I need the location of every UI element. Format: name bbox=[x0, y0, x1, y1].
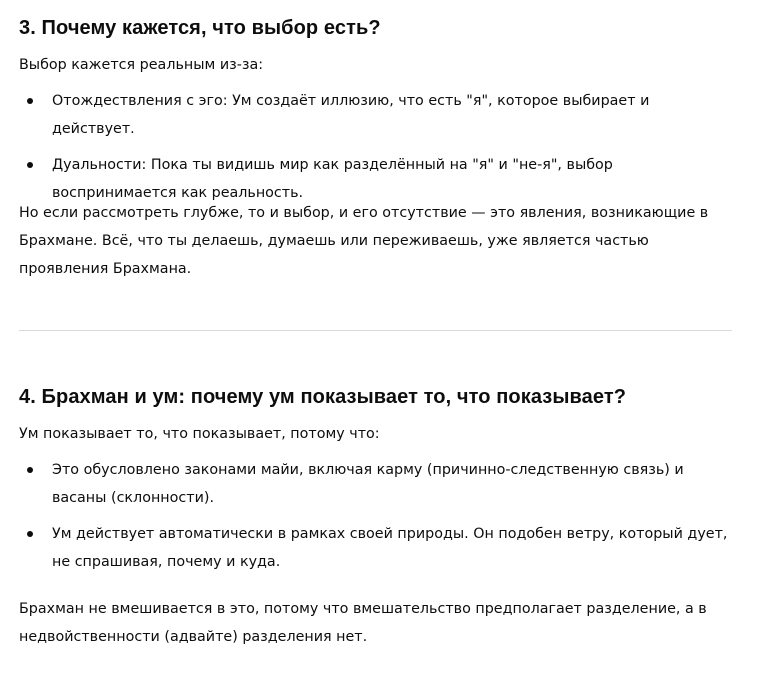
section-divider bbox=[19, 330, 732, 331]
list-item-text: Это обусловлено законами майи, включая карму (причинно-следственную связь) и васаны (склонности). bbox=[52, 462, 684, 506]
section-3-heading: 3. Почему кажется, что выбор есть? bbox=[19, 17, 381, 39]
section-4-conclusion: Брахман не вмешивается в это, потому что вмешательство предполагает разделение, а в недвойственности (адвайте) разделения нет. bbox=[19, 601, 707, 645]
section-3-intro: Выбор кажется реальным из-за: bbox=[19, 57, 264, 73]
list-item-text: Отождествления с эго: Ум создаёт иллюзию, что есть "я", которое выбирает и действует. bbox=[52, 93, 650, 137]
bullet-icon bbox=[27, 531, 33, 537]
section-4-list bbox=[0, 456, 766, 576]
section-3-conclusion: Но если рассмотреть глубже, то и выбор, и его отсутствие — это явления, возникающие в Брахмане. Всё, что ты делаешь, думаешь или переживаешь, уже является частью проявления Брахмана. bbox=[19, 205, 709, 277]
list-item-text: Ум действует автоматически в рамках своей природы. Он подобен ветру, который дует, не спрашивая, почему и куда. bbox=[52, 526, 728, 570]
bullet-icon bbox=[27, 467, 33, 473]
bullet-icon bbox=[27, 98, 33, 104]
section-4-heading: 4. Брахман и ум: почему ум показывает то, что показывает? bbox=[19, 386, 627, 408]
list-item bbox=[0, 87, 732, 143]
bullet-icon bbox=[27, 162, 33, 168]
section-3-list bbox=[0, 87, 766, 207]
list-item-text: Дуальности: Пока ты видишь мир как разделённый на "я" и "не-я", выбор воспринимается как реальность. bbox=[52, 157, 613, 201]
list-item bbox=[0, 456, 732, 512]
list-item bbox=[0, 520, 732, 576]
section-4-intro: Ум показывает то, что показывает, потому что: bbox=[19, 426, 380, 442]
